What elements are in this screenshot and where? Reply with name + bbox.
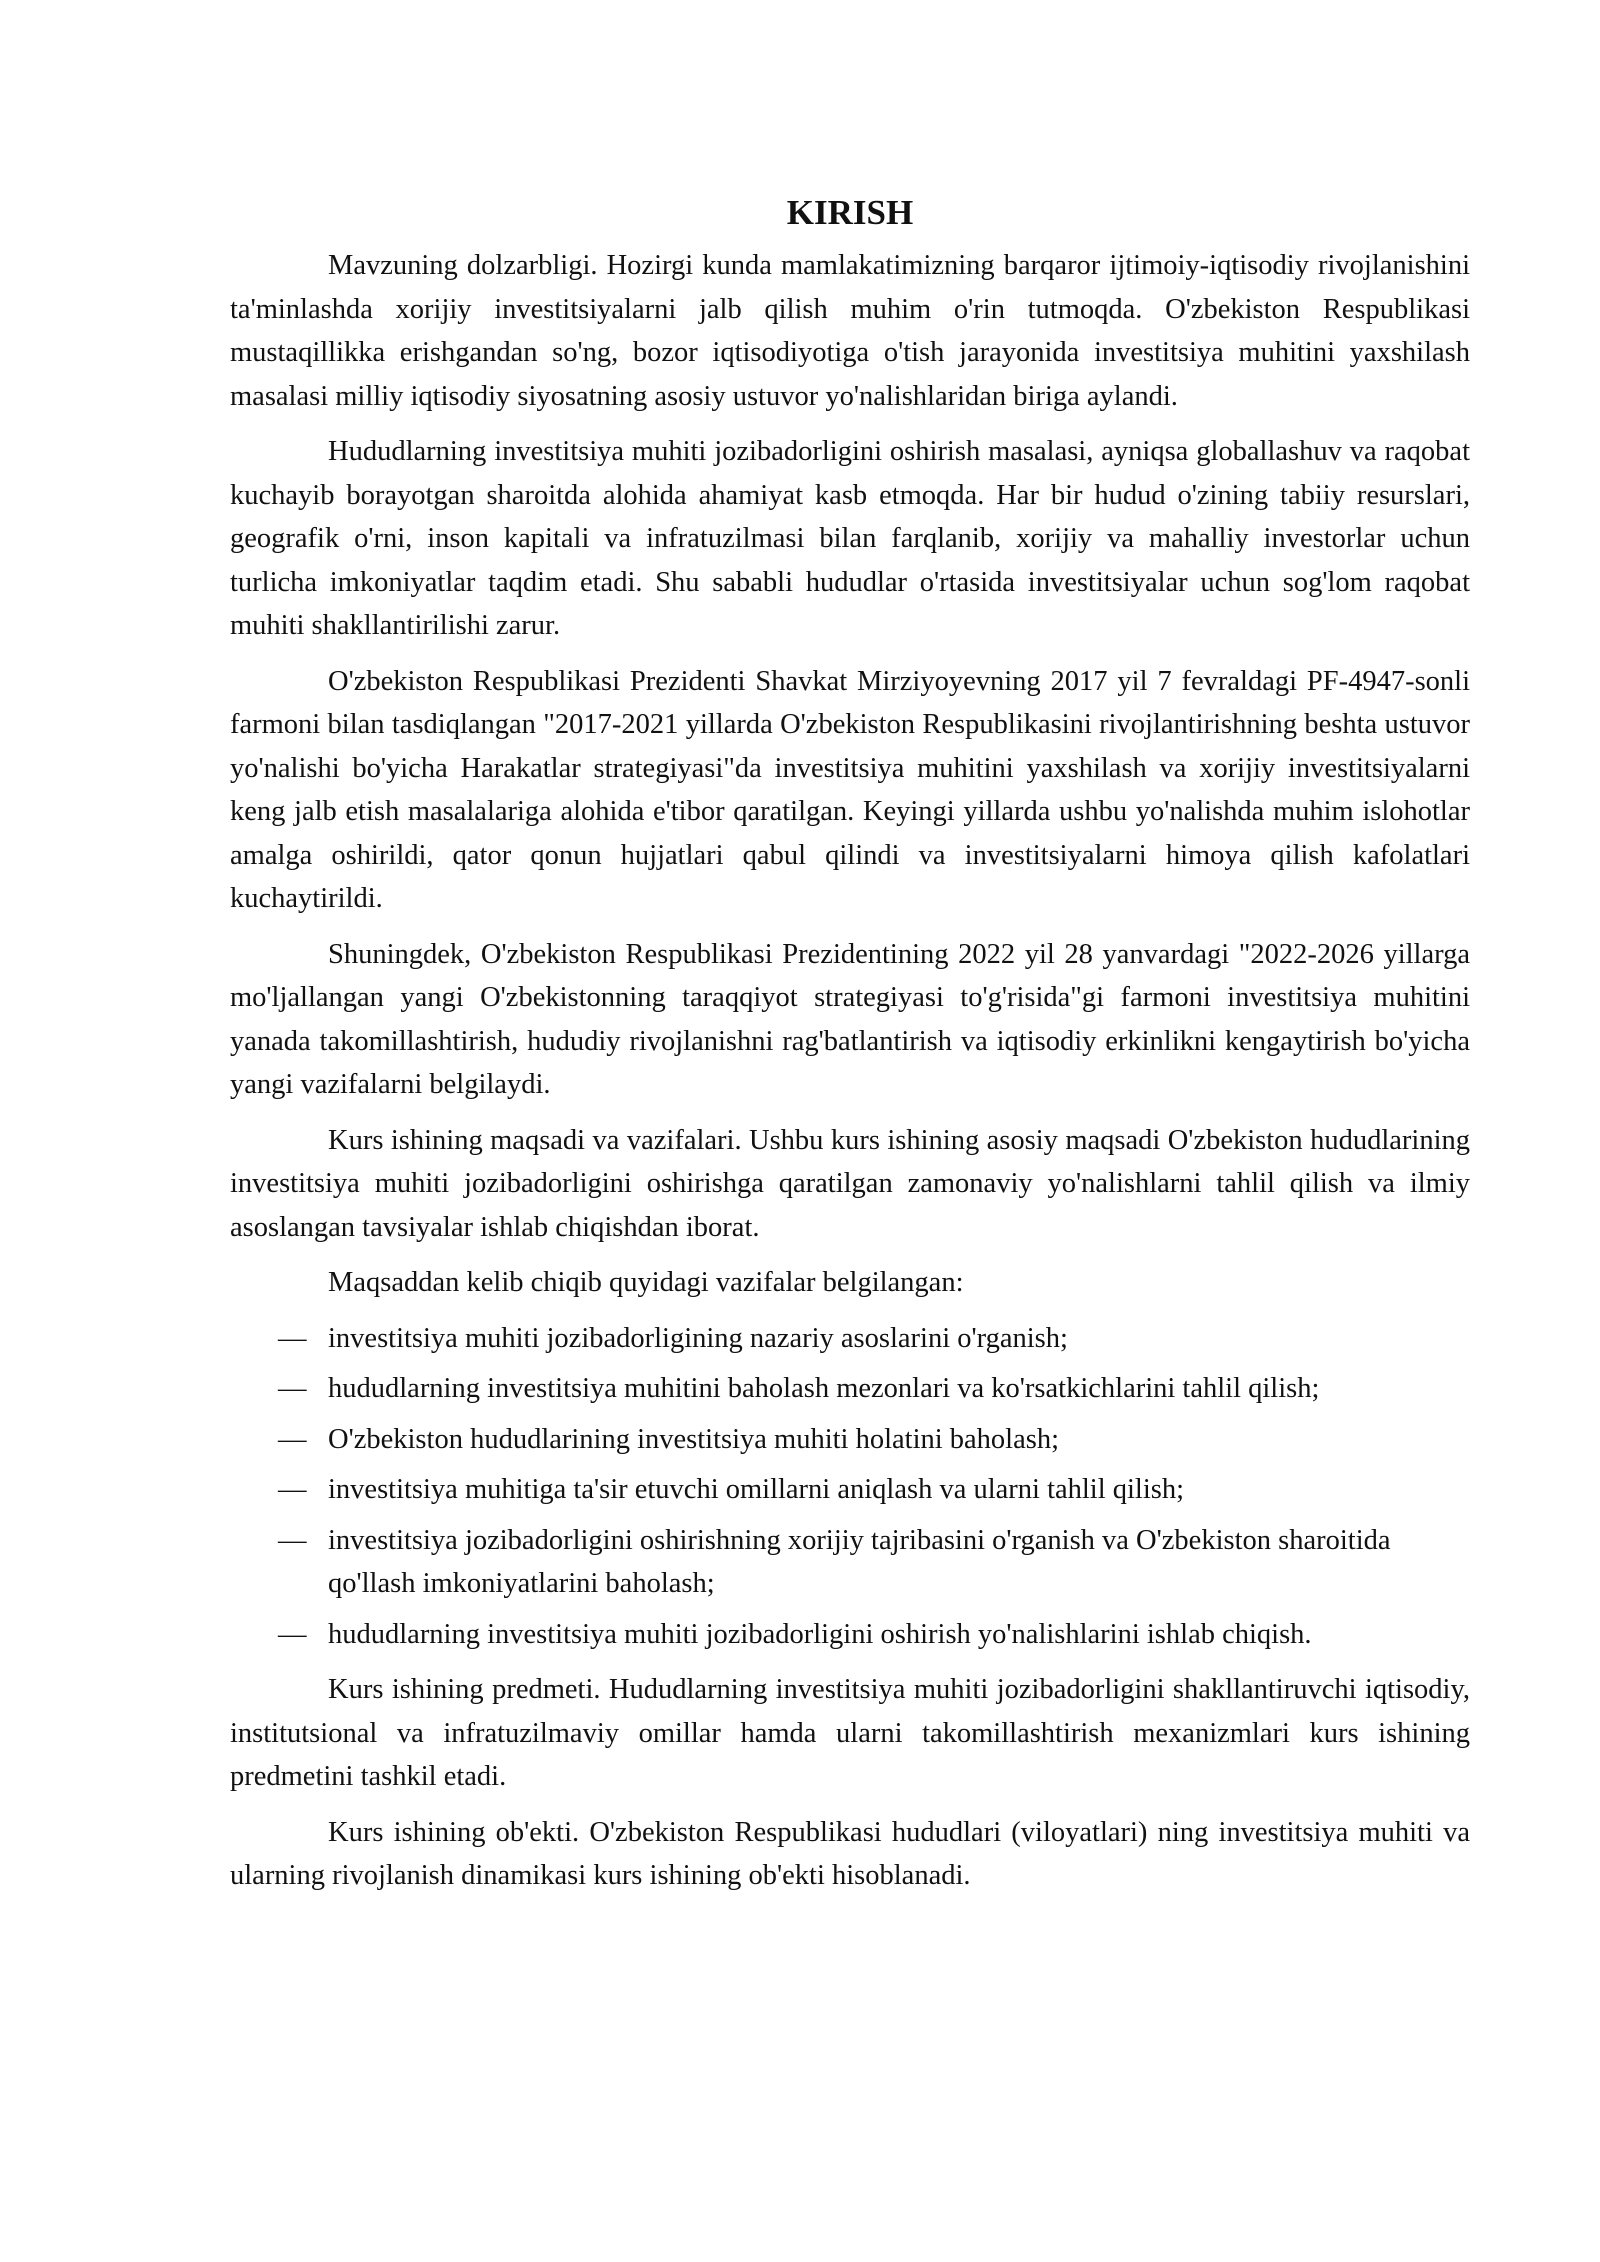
paragraph-development-strategy: Shuningdek, O'zbekiston Respublikasi Prezidentining 2022 yil 28 yanvardagi "2022-2026 yillarga mo'ljallangan yangi O'zbekistonning taraqqiyot strategiyasi to'g'risida"gi farmoni investitsiya muhitini yanada takomillashtirish, hududiy rivojlanishni rag'batlantirish va iqtisodiy erkinlikni kengaytirish bo'yicha yangi vazifalarni belgilaydi. — [230, 938, 1470, 1100]
paragraph-regional-attractiveness: Hududlarning investitsiya muhiti jozibadorligini oshirish masalasi, ayniqsa globallashuv va raqobat kuchayib borayotgan sharoitda alohida ahamiyat kasb etmoqda. Har bir hudud o'zining tabiiy resurslari, geografik o'rni, inson kapitali va infratuzilmasi bilan farqlanib, xorijiy va mahalliy investorlar uchun turlicha imkoniyatlar taqdim etadi. Shu sababli hududlar o'rtasida investitsiyalar uchun sog'lom raqobat muhiti shakllantirilishi zarur. — [230, 436, 1470, 641]
list-item — [230, 1468, 1470, 1512]
paragraph-action-strategy: O'zbekiston Respublikasi Prezidenti Shavkat Mirziyoyevning 2017 yil 7 fevraldagi PF-4947-sonli farmoni bilan tasdiqlangan "2017-2021 yillarda O'zbekiston Respublikasini rivojlantirishning beshta ustuvor yo'nalishi bo'yicha Harakatlar strategiyasi"da investitsiya muhitini yaxshilash va xorijiy investitsiyalarni keng jalb etish masalalariga alohida e'tibor qaratilgan. Keyingi yillarda ushbu yo'nalishda muhim islohotlar amalga oshirildi, qator qonun hujjatlari qabul qilindi va investitsiyalarni himoya qilish kafolatlari kuchaytirildi. — [230, 665, 1470, 914]
page-title: KIRISH — [786, 193, 914, 232]
document-page — [230, 190, 1470, 1910]
list-item — [230, 1317, 1470, 1361]
list-item-text: investitsiya muhiti jozibadorligining nazariy asoslarini o'rganish; — [328, 1322, 1068, 1354]
dash-marker: — — [278, 1618, 307, 1650]
dash-marker: — — [278, 1373, 307, 1404]
dash-marker: — — [278, 1474, 307, 1505]
paragraph-relevance: Mavzuning dolzarbligi. Hozirgi kunda mamlakatimizning barqaror ijtimoiy-iqtisodiy rivojlanishini ta'minlashda xorijiy investitsiyalarni jalb qilish muhim o'rin tutmoqda. O'zbekiston Respublikasi mustaqillikka erishgandan so'ng, bozor iqtisodiyotiga o'tish jarayonida investitsiya muhitini yaxshilash masalasi milliy iqtisodiy siyosatning asosiy ustuvor yo'nalishlaridan biriga aylandi. — [230, 250, 1470, 412]
dash-marker: — — [278, 1524, 307, 1556]
dash-marker: — — [278, 1423, 307, 1455]
list-item — [230, 1519, 1470, 1606]
paragraph-tasks-intro: Maqsaddan kelib chiqib quyidagi vazifalar belgilangan: — [328, 1267, 964, 1298]
list-item-text: investitsiya jozibadorligini oshirishning xorijiy tajribasini o'rganish va O'zbekiston sharoitida qo'llash imkoniyatlarini baholash; — [328, 1524, 1391, 1599]
dash-marker: — — [278, 1322, 307, 1354]
list-item-text: hududlarning investitsiya muhiti jozibadorligini oshirish yo'nalishlarini ishlab chiqish. — [328, 1618, 1312, 1650]
list-item-text: hududlarning investitsiya muhitini baholash mezonlari va ko'rsatkichlarini tahlil qilish; — [328, 1373, 1320, 1404]
list-item-text: investitsiya muhitiga ta'sir etuvchi omillarni aniqlash va ularni tahlil qilish; — [328, 1474, 1185, 1505]
list-item — [230, 1418, 1470, 1462]
paragraph-object: Kurs ishining ob'ekti. O'zbekiston Respublikasi hududlari (viloyatlari) ning investitsiya muhiti va ularning rivojlanish dinamikasi kurs ishining ob'ekti hisoblanadi. — [230, 1816, 1470, 1891]
list-item-text: O'zbekiston hududlarining investitsiya muhiti holatini baholash; — [328, 1423, 1060, 1455]
list-item — [230, 1367, 1470, 1411]
paragraph-subject: Kurs ishining predmeti. Hududlarning investitsiya muhiti jozibadorligini shakllantiruvchi iqtisodiy, institutsional va infratuzilmaviy omillar hamda ularni takomillashtirish mexanizmlari kurs ishining predmetini tashkil etadi. — [230, 1674, 1470, 1792]
list-item — [230, 1613, 1470, 1657]
task-list — [230, 1317, 1470, 1657]
paragraph-goal: Kurs ishining maqsadi va vazifalari. Ushbu kurs ishining asosiy maqsadi O'zbekiston hududlarining investitsiya muhiti jozibadorligini oshirishga qaratilgan zamonaviy yo'nalishlarni tahlil qilish va ilmiy asoslangan tavsiyalar ishlab chiqishdan iborat. — [230, 1124, 1470, 1243]
